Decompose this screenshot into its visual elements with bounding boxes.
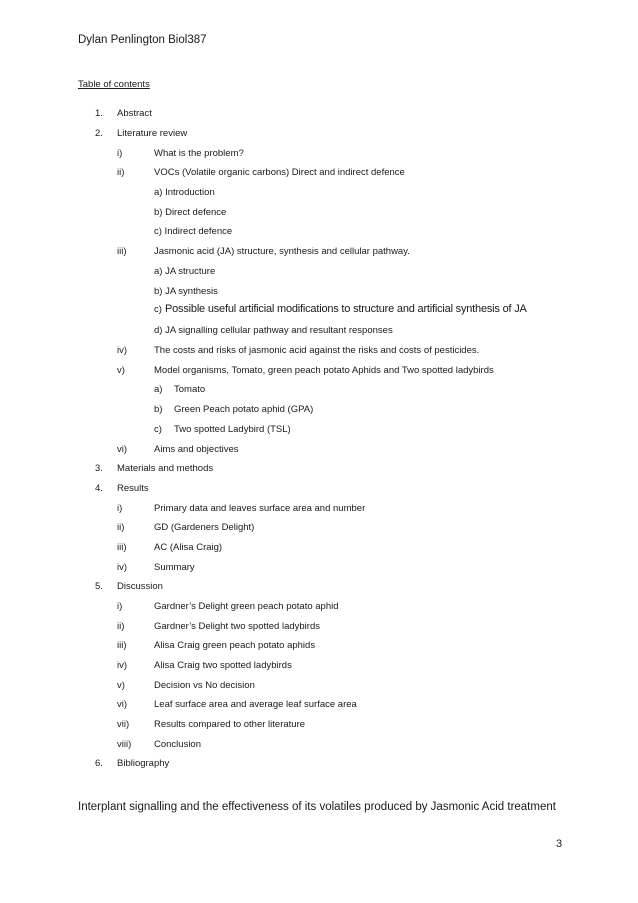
page-number: 3: [556, 838, 563, 850]
toc-title: Table of contents: [78, 79, 150, 90]
page-header: Dylan Penlington Biol387: [78, 34, 207, 46]
document-title: Interplant signalling and the effectiveness of its volatiles produced by Jasmonic Acid treatment: [78, 801, 556, 813]
